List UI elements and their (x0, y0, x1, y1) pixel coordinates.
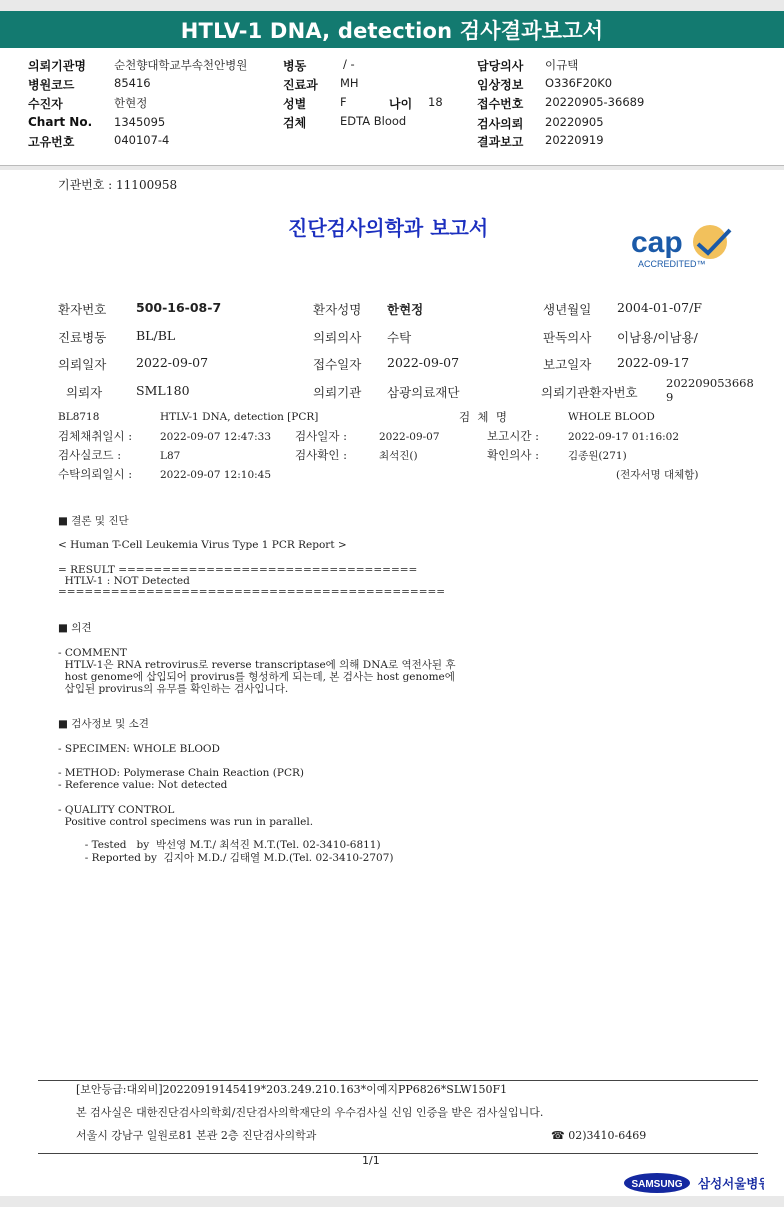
specimen-line: - SPECIMEN: WHOLE BLOOD (58, 743, 220, 755)
header-label: Chart No. (28, 115, 93, 129)
samsung-hospital-logo (624, 1172, 764, 1194)
reporttime-label: 보고시간 : (487, 429, 539, 443)
patient-label: 의뢰기관 (313, 385, 362, 400)
patient-label: 보고일자 (543, 357, 592, 372)
header-label: 병동 (283, 59, 307, 73)
phone-line: ☎ 02)3410-6469 (551, 1129, 647, 1142)
doctor-label: 확인의사 : (487, 448, 539, 462)
patient-id: 500-16-08-7 (136, 300, 222, 315)
patient-value: 2022-09-07 (387, 355, 460, 370)
patient-label: 판독의사 (543, 330, 592, 345)
contract-value: 2022-09-07 12:10:45 (160, 469, 272, 481)
section-heading: ■ 의견 (58, 622, 92, 634)
lab-label: 검사실코드 : (58, 448, 122, 462)
patient-label: 의뢰자 (66, 385, 103, 400)
header-label: 수진자 (28, 97, 63, 111)
page-title-bar (0, 11, 784, 48)
header-value: 한현정 (114, 96, 148, 110)
header-value: 85416 (114, 76, 151, 90)
esign-note: (전자서명 대체함) (616, 469, 699, 481)
reporttime-value: 2022-09-17 01:16:02 (568, 431, 680, 443)
comment-line: host genome에 삽입되어 provirus를 형성하게 되는데, 본 검사는 host genome에 (58, 671, 455, 683)
footer-divider (38, 1153, 758, 1154)
header-label: 고유번호 (28, 135, 75, 149)
header-label: 결과보고 (477, 135, 524, 149)
header-label: 임상정보 (477, 78, 524, 92)
header-value: / - (343, 57, 355, 71)
patient-label: 진료병동 (58, 330, 107, 345)
section-heading: ■ 결론 및 진단 (58, 515, 129, 527)
patient-value: BL/BL (136, 328, 176, 343)
qc-line: Positive control specimens was run in parallel. (58, 816, 314, 828)
certification-line: 본 검사실은 대한진단검사의학회/진단검사의학재단의 우수검사실 신임 인증을 받은 검사실입니다. (76, 1106, 544, 1119)
comment-line: 삽입된 provirus의 유무를 확인하는 검사입니다. (58, 683, 289, 695)
page-title: HTLV-1 DNA, detection 검사결과보고서 (180, 18, 604, 43)
report-name: < Human T-Cell Leukemia Virus Type 1 PCR Report > (58, 539, 347, 551)
top-strip (0, 0, 784, 4)
header-label: 검체 (283, 116, 307, 130)
patient-label: 의뢰일자 (58, 357, 107, 372)
patient-value: 2022-09-07 (136, 355, 209, 370)
header-value: F (340, 95, 347, 109)
header-value: 1345095 (114, 115, 166, 129)
header-value: EDTA Blood (340, 114, 407, 128)
result-line: ============================================ (58, 586, 446, 598)
svg-text:cap: cap (631, 226, 683, 259)
method-line: - METHOD: Polymerase Chain Reaction (PCR) (58, 767, 304, 779)
confirm-label: 검사확인 : (295, 448, 347, 462)
header-value: 040107-4 (114, 133, 170, 147)
header-label: 성별 (283, 97, 307, 111)
reference-line: - Reference value: Not detected (58, 779, 228, 791)
qc-line: - QUALITY CONTROL (58, 804, 175, 816)
header-value: 20220919 (545, 133, 604, 147)
result-value: HTLV-1 : NOT Detected (58, 575, 190, 587)
security-line: [보안등급:대외비]20220919145419*203.249.210.163*이예지PP6826*SLW150F1 (76, 1083, 508, 1096)
header-label: 접수번호 (477, 97, 524, 111)
header-label: 진료과 (283, 78, 318, 92)
page-number: 1/1 (362, 1154, 380, 1167)
reported-by-line: - Reported by 김지아 M.D./ 김태열 M.D.(Tel. 02-3410-2707) (58, 852, 394, 864)
patient-label: 환자번호 (58, 302, 107, 317)
result-line: = RESULT ================================== (58, 564, 418, 576)
svg-text:SAMSUNG: SAMSUNG (631, 1179, 683, 1190)
test-name: HTLV-1 DNA, detection [PCR] (160, 411, 319, 423)
patient-label: 생년월일 (543, 302, 592, 317)
header-label: 담당의사 (477, 59, 524, 73)
testdate-label: 검사일자 : (295, 429, 347, 443)
lab-value: L87 (160, 450, 181, 462)
patient-value: 202209053668 (666, 376, 754, 390)
patient-label: 의뢰기관환자번호 (541, 385, 638, 400)
contract-label: 수탁의뢰일시 : (58, 467, 133, 481)
testdate-value: 2022-09-07 (379, 431, 440, 443)
collect-value: 2022-09-07 12:47:33 (160, 431, 272, 443)
header-info-panel (0, 48, 784, 166)
org-number: 기관번호 : 11100958 (58, 178, 178, 192)
header-label: 의뢰기관명 (28, 59, 86, 73)
doctor-value: 김종원(271) (568, 450, 627, 462)
specimen-value: WHOLE BLOOD (568, 411, 655, 423)
patient-value: 2022-09-17 (617, 355, 690, 370)
report-title: 진단검사의학과 보고서 (288, 216, 489, 240)
comment-line: HTLV-1은 RNA retrovirus로 reverse transcriptase에 의해 DNA로 역전사된 후 (58, 659, 456, 671)
cap-accredited-logo (628, 220, 738, 272)
patient-value: SML180 (136, 383, 190, 398)
patient-label: 의뢰의사 (313, 330, 362, 345)
address-line: 서울시 강남구 일원로81 본관 2층 진단검사의학과 (76, 1129, 317, 1142)
header-value: 순천향대학교부속천안병원 (114, 58, 248, 72)
patient-name: 한현정 (387, 302, 424, 317)
report-document (0, 170, 784, 1196)
patient-value: 이남용/이남용/ (617, 330, 698, 345)
comment-line: - COMMENT (58, 647, 127, 659)
section-heading: ■ 검사정보 및 소견 (58, 718, 149, 730)
svg-text:삼성서울병원: 삼성서울병원 (698, 1176, 764, 1191)
test-code: BL8718 (58, 411, 100, 423)
header-value: 이규택 (545, 58, 579, 72)
patient-value: 2004-01-07/F (617, 300, 702, 315)
specimen-label: 검 체 명 (459, 410, 507, 424)
patient-label: 접수일자 (313, 357, 362, 372)
header-label: 검사의뢰 (477, 117, 524, 131)
age-value: 18 (428, 95, 443, 109)
header-value: O336F20K0 (545, 76, 613, 90)
age-label: 나이 (389, 97, 413, 111)
patient-value: 수탁 (387, 330, 412, 345)
header-value: 20220905 (545, 115, 604, 129)
header-label: 병원코드 (28, 78, 75, 92)
confirm-value: 최석진() (379, 450, 418, 462)
patient-value: 9 (666, 390, 674, 404)
footer-divider (38, 1080, 758, 1081)
svg-text:ACCREDITED™: ACCREDITED™ (638, 259, 706, 269)
tested-by-line: - Tested by 박선영 M.T./ 최석진 M.T.(Tel. 02-3410-6811) (58, 839, 381, 851)
header-value: MH (340, 76, 359, 90)
patient-value: 삼광의료재단 (387, 385, 460, 400)
collect-label: 검체채취일시 : (58, 429, 133, 443)
patient-label: 환자성명 (313, 302, 362, 317)
header-value: 20220905-36689 (545, 95, 645, 109)
